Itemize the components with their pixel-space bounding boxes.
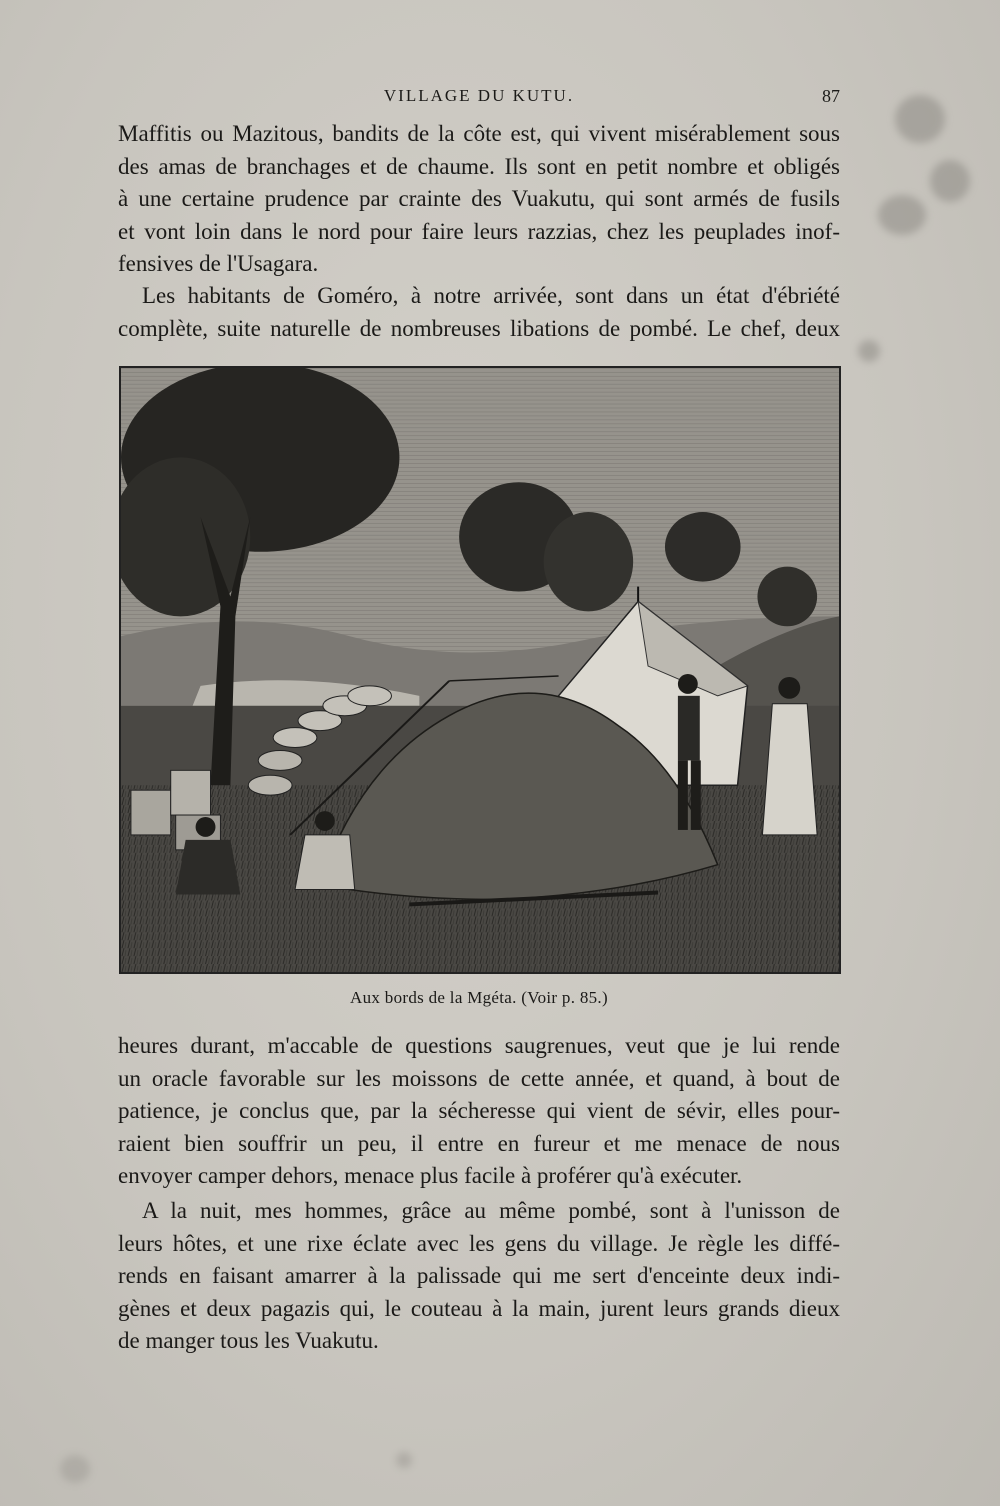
text-line: Maffitis ou Mazitous, bandits de la côte est, qui vivent misérablement sous	[118, 121, 840, 146]
foxing-stain	[930, 160, 970, 202]
text-line: fensives de l'Usagara.	[118, 251, 319, 276]
text-line: Les habitants de Goméro, à notre arrivée, sont dans un état d'ébriété	[142, 283, 840, 308]
page-header	[118, 86, 840, 112]
paragraph-bottom-2	[118, 1195, 840, 1358]
text-line: complète, suite naturelle de nombreuses libations de pombé. Le chef, deux	[118, 315, 840, 341]
text-line: patience, je conclus que, par la sécheresse qui vient de sévir, elles pour-	[118, 1098, 840, 1123]
paragraph-top-2	[118, 280, 840, 345]
text-line: un oracle favorable sur les moissons de cette année, et quand, à bout de	[118, 1065, 840, 1091]
engraving-drawing	[121, 368, 839, 972]
text-line: A la nuit, mes hommes, grâce au même pombé, sont à l'unisson de	[142, 1198, 840, 1223]
foxing-stain	[60, 1455, 90, 1483]
text-line: envoyer camper dehors, menace plus facile à proférer qu'à exécuter.	[118, 1163, 743, 1188]
foxing-stain	[895, 95, 945, 143]
text-line: leurs hôtes, et une rixe éclate avec les gens du village. Je règle les diffé-	[118, 1230, 840, 1256]
text-line: rends en faisant amarrer à la palissade qui me sert d'enceinte deux indi-	[118, 1263, 840, 1288]
text-line: heures durant, m'accable de questions saugrenues, veut que je lui rende	[118, 1033, 840, 1058]
foxing-stain	[858, 340, 880, 362]
text-line: gènes et deux pagazis qui, le couteau à la main, jurent leurs grands dieux	[118, 1295, 840, 1321]
page-number: 87	[822, 86, 840, 106]
paragraph-bottom-1	[118, 1030, 840, 1193]
tree-canopy	[665, 512, 741, 582]
foxing-stain	[396, 1452, 412, 1468]
text-line: de manger tous les Vuakutu.	[118, 1328, 379, 1353]
engraving-illustration	[119, 366, 841, 974]
tree-canopy	[544, 512, 634, 611]
paragraph-top-1	[118, 118, 840, 281]
running-title: VILLAGE DU KUTU.	[383, 86, 575, 105]
text-line: à une certaine prudence par crainte des Vuakutu, qui sont armés de fusils	[118, 186, 840, 211]
text-line: des amas de branchages et de chaume. Ils sont en petit nombre et obligés	[118, 153, 840, 179]
text-line: raient bien souffrir un peu, il entre en fureur et me menace de nous	[118, 1130, 840, 1156]
figure-caption: Aux bords de la Mgéta. (Voir p. 85.)	[350, 988, 608, 1007]
foxing-stain	[878, 195, 926, 235]
text-line: et vont loin dans le nord pour faire leurs razzias, chez les peuplades inof-	[118, 218, 840, 244]
tree-canopy	[757, 567, 817, 627]
